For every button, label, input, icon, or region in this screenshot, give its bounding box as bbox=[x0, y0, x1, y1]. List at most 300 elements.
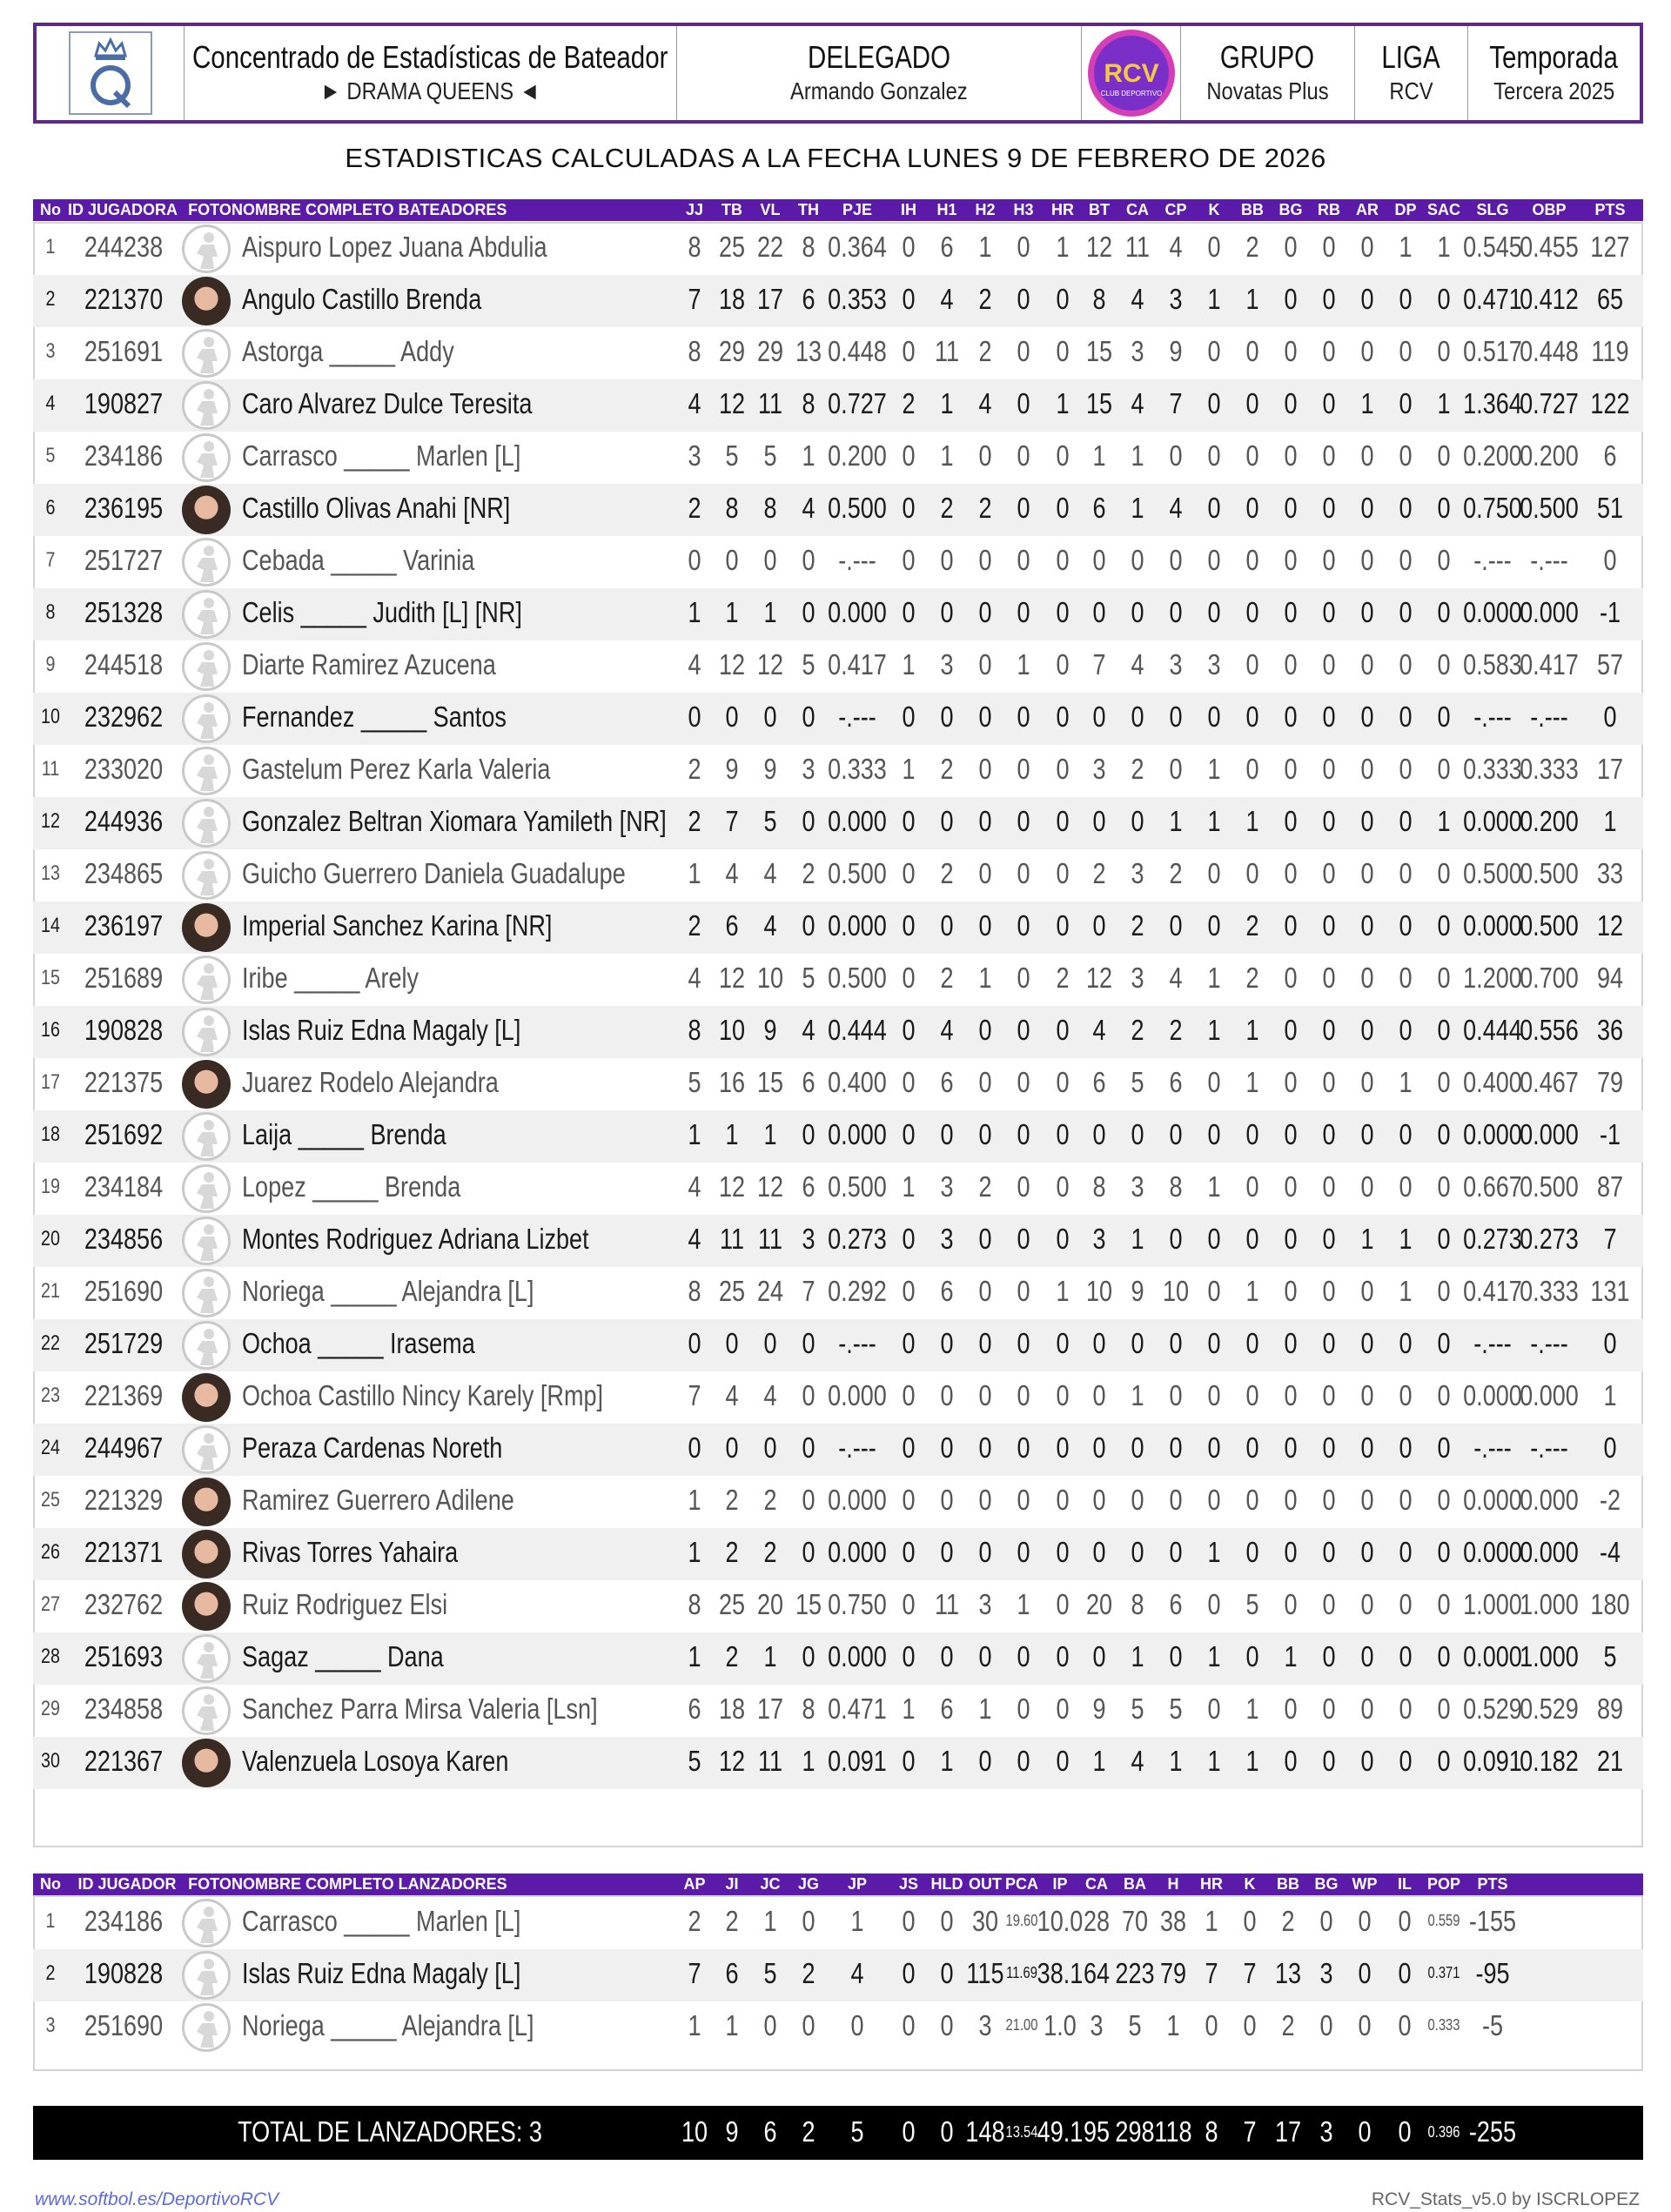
stat-cell: 0 bbox=[1358, 1957, 1372, 1989]
row-number: 26 bbox=[41, 1540, 60, 1564]
stat-cell: 0 bbox=[940, 544, 954, 576]
stat-cell: 2 bbox=[802, 857, 815, 889]
stat-cell: 5 bbox=[1131, 1066, 1144, 1098]
stat-cell: 4 bbox=[1131, 648, 1144, 680]
stat-cell: 12 bbox=[756, 648, 784, 680]
player-id: 251727 bbox=[84, 544, 164, 576]
stat-cell: 1 bbox=[1207, 805, 1221, 837]
silhouette-placeholder-icon bbox=[182, 1112, 231, 1161]
total-stat-cell: 17 bbox=[1274, 2115, 1302, 2148]
stat-cell: 0 bbox=[1017, 335, 1030, 367]
stat-cell: 11 bbox=[719, 1223, 745, 1255]
stat-cell: -5 bbox=[1481, 2009, 1504, 2041]
row-number: 4 bbox=[45, 392, 56, 415]
player-photo bbox=[182, 1373, 231, 1422]
temporada-value: Tercera 2025 bbox=[1493, 77, 1614, 104]
stat-cell: 0.455 bbox=[1520, 231, 1579, 263]
player-id: 244936 bbox=[84, 805, 164, 837]
stat-cell: 2 bbox=[978, 283, 992, 315]
stat-cell: 3 bbox=[940, 648, 954, 680]
stat-cell: 1 bbox=[688, 857, 701, 889]
stat-cell: -1 bbox=[1599, 596, 1621, 628]
stat-cell: 0.556 bbox=[1520, 1014, 1579, 1046]
stat-cell: 0 bbox=[1322, 1066, 1336, 1098]
player-id: 234186 bbox=[84, 1905, 164, 1937]
stat-cell: 127 bbox=[1590, 231, 1630, 263]
stat-cell: 0 bbox=[1131, 1327, 1144, 1359]
player-name: Cebada _____ Varinia bbox=[242, 544, 475, 576]
stat-cell: 1 bbox=[1207, 753, 1221, 785]
stat-cell: 0.500 bbox=[1520, 909, 1579, 942]
club-logo-cell bbox=[1082, 26, 1181, 120]
stat-cell: 0 bbox=[1169, 1640, 1183, 1672]
player-id: 251691 bbox=[84, 335, 164, 367]
stat-cell: 0 bbox=[725, 700, 739, 733]
batter-row bbox=[33, 1737, 1643, 1789]
stat-cell: 0 bbox=[1017, 1693, 1030, 1725]
stat-cell: 0 bbox=[1243, 1905, 1257, 1937]
stat-cell: 7 bbox=[802, 1275, 815, 1307]
stat-cell: 0 bbox=[1207, 387, 1221, 419]
stat-cell: 19.60 bbox=[1005, 1912, 1038, 1929]
stat-cell: 0.000 bbox=[1463, 596, 1522, 628]
stat-cell: 0.000 bbox=[1463, 805, 1522, 837]
stat-cell: 0 bbox=[802, 805, 815, 837]
stat-cell: 0 bbox=[1360, 1640, 1374, 1672]
stat-cell: 17 bbox=[756, 283, 784, 315]
stat-cell: 20 bbox=[1085, 1588, 1113, 1620]
stat-cell: 0 bbox=[902, 1379, 916, 1411]
stat-cell: 0 bbox=[1603, 1431, 1617, 1464]
stat-cell: 79 bbox=[1159, 1957, 1187, 1989]
stat-cell: 0.559 bbox=[1427, 1912, 1460, 1929]
stat-cell: 1 bbox=[688, 1118, 701, 1150]
player-name: Carrasco _____ Marlen [L] bbox=[242, 439, 521, 472]
stat-cell: 1 bbox=[1245, 283, 1259, 315]
stat-cell: 3 bbox=[1092, 1223, 1106, 1255]
stat-cell: 0 bbox=[1056, 700, 1070, 733]
stat-cell: 0.091 bbox=[828, 1745, 887, 1777]
row-number: 30 bbox=[41, 1749, 60, 1773]
stat-cell: -.--- bbox=[1473, 544, 1512, 576]
stat-cell: 0 bbox=[1437, 857, 1451, 889]
stat-cell: 0 bbox=[1207, 1693, 1221, 1725]
silhouette-placeholder-icon bbox=[182, 433, 231, 482]
stat-cell: 115 bbox=[966, 1957, 1004, 1989]
stat-cell: 0 bbox=[978, 753, 992, 785]
stat-cell: 0 bbox=[1056, 753, 1070, 785]
player-id: 234865 bbox=[84, 857, 164, 889]
stat-cell: 0 bbox=[902, 283, 916, 315]
stat-cell: 0.412 bbox=[1520, 283, 1579, 315]
stat-cell: 0 bbox=[1207, 1379, 1221, 1411]
stat-cell: 0.400 bbox=[1463, 1066, 1522, 1098]
stat-cell: -.--- bbox=[838, 1327, 876, 1359]
stat-cell: 0 bbox=[1017, 962, 1030, 994]
stat-cell: 18 bbox=[718, 1693, 746, 1725]
total-stat-cell: 10 bbox=[681, 2115, 708, 2148]
stat-cell: 1 bbox=[1207, 283, 1221, 315]
stat-cell: 12 bbox=[1085, 962, 1113, 994]
sheet-title: Concentrado de Estadísticas de Bateador bbox=[192, 39, 668, 76]
stat-cell: 0.000 bbox=[1463, 1118, 1522, 1150]
column-header: JJ bbox=[685, 201, 704, 218]
stat-cell: 0 bbox=[1056, 1431, 1070, 1464]
stat-cell: 11 bbox=[1124, 231, 1151, 263]
stat-cell: 2 bbox=[978, 1170, 992, 1203]
stat-cell: 131 bbox=[1590, 1275, 1630, 1307]
stat-cell: 0 bbox=[1207, 1066, 1221, 1098]
stat-cell: 0 bbox=[978, 1379, 992, 1411]
column-header: AR bbox=[1356, 201, 1379, 218]
stat-cell: 1 bbox=[1169, 1745, 1183, 1777]
stat-cell: 1 bbox=[1207, 1536, 1221, 1568]
stat-cell: 0.529 bbox=[1463, 1693, 1522, 1725]
stat-cell: 1 bbox=[688, 1484, 701, 1516]
player-id: 190827 bbox=[84, 387, 164, 419]
row-number: 25 bbox=[41, 1488, 60, 1512]
stat-cell: 0.500 bbox=[828, 492, 887, 524]
silhouette-placeholder-icon bbox=[182, 694, 231, 743]
stat-cell: 64 bbox=[1083, 1957, 1111, 1989]
row-number: 28 bbox=[41, 1645, 60, 1668]
stat-cell: 119 bbox=[1591, 335, 1629, 367]
stat-cell: 2 bbox=[725, 1905, 739, 1937]
batter-row bbox=[33, 1058, 1643, 1110]
stat-cell: 0.000 bbox=[1520, 1118, 1579, 1150]
stat-cell: 0 bbox=[1399, 387, 1413, 419]
stat-cell: 0 bbox=[902, 544, 916, 576]
column-header: BG bbox=[1314, 1875, 1339, 1893]
column-header: CP bbox=[1164, 201, 1187, 218]
stat-cell: 0 bbox=[1437, 1745, 1451, 1777]
stat-cell: 0 bbox=[802, 1118, 815, 1150]
stat-cell: 0 bbox=[1360, 1693, 1374, 1725]
stat-cell: 11 bbox=[934, 1588, 960, 1620]
stat-cell: 0 bbox=[1245, 857, 1259, 889]
stat-cell: 0 bbox=[1056, 1118, 1070, 1150]
delegado-name: Armando Gonzalez bbox=[790, 77, 968, 104]
stat-cell: 0 bbox=[1322, 1484, 1336, 1516]
stat-cell: 70 bbox=[1121, 1905, 1149, 1937]
column-header: WP bbox=[1352, 1875, 1378, 1893]
column-header: K bbox=[1208, 201, 1220, 218]
stat-cell: 0.333 bbox=[1463, 753, 1522, 785]
stat-cell: 1 bbox=[902, 648, 916, 680]
stat-cell: 0 bbox=[940, 2009, 954, 2041]
stat-cell: 0 bbox=[1358, 1905, 1372, 1937]
stat-cell: 0 bbox=[1169, 1431, 1183, 1464]
player-name: Imperial Sanchez Karina [NR] bbox=[242, 909, 553, 942]
stat-cell: 65 bbox=[1596, 283, 1624, 315]
stat-cell: 2 bbox=[688, 805, 701, 837]
grupo-cell bbox=[1181, 26, 1355, 120]
stat-cell: 2 bbox=[802, 1957, 815, 1989]
column-header: PCA bbox=[1004, 1875, 1039, 1893]
player-name: Astorga _____ Addy bbox=[242, 335, 454, 367]
svg-text:RCV: RCV bbox=[1103, 59, 1159, 88]
stat-cell: 2 bbox=[763, 1484, 777, 1516]
stat-cell: 0 bbox=[1360, 596, 1374, 628]
stat-cell: 0 bbox=[802, 1536, 815, 1568]
total-stat-cell: 6 bbox=[763, 2115, 777, 2148]
stat-cell: 15 bbox=[1085, 335, 1113, 367]
rcv-club-logo-icon bbox=[1086, 28, 1177, 118]
stat-cell: 7 bbox=[1092, 648, 1106, 680]
stat-cell: 0 bbox=[1017, 1431, 1030, 1464]
stat-cell: 0 bbox=[1360, 1118, 1374, 1150]
stat-cell: 0.545 bbox=[1463, 231, 1522, 263]
column-header: DP bbox=[1394, 201, 1417, 218]
stat-cell: 0 bbox=[1017, 544, 1030, 576]
stat-cell: 0 bbox=[1322, 1327, 1336, 1359]
batter-row bbox=[33, 797, 1643, 849]
stat-cell: 0.200 bbox=[1463, 439, 1522, 472]
column-header: OBP bbox=[1532, 201, 1567, 218]
stat-cell: 0 bbox=[1399, 439, 1413, 472]
batter-row bbox=[33, 1580, 1643, 1632]
stat-cell: 0 bbox=[1017, 909, 1030, 942]
batter-row bbox=[33, 849, 1643, 902]
stat-cell: 0 bbox=[1322, 909, 1336, 942]
stat-cell: 1 bbox=[688, 2009, 701, 2041]
stat-cell: 0 bbox=[1056, 909, 1070, 942]
stat-cell: 21.00 bbox=[1005, 2016, 1038, 2034]
stat-cell: 1 bbox=[902, 1693, 916, 1725]
column-header: No bbox=[40, 1875, 61, 1893]
player-name: Celis _____ Judith [L] [NR] bbox=[242, 596, 522, 628]
stat-cell: 1 bbox=[940, 387, 954, 419]
stat-cell: 0 bbox=[1245, 492, 1259, 524]
stat-cell: 0 bbox=[1360, 1066, 1374, 1098]
stat-cell: 1.0 bbox=[1044, 2009, 1077, 2041]
silhouette-placeholder-icon bbox=[182, 1269, 231, 1317]
stat-cell: 0 bbox=[1056, 1379, 1070, 1411]
stat-cell: 0 bbox=[1017, 231, 1030, 263]
stat-cell: 1.200 bbox=[1463, 962, 1522, 994]
stat-cell: 1 bbox=[1131, 1223, 1144, 1255]
stat-cell: 0.273 bbox=[1520, 1223, 1579, 1255]
stat-cell: 1 bbox=[940, 439, 954, 472]
column-header: NOMBRE COMPLETO BATEADORES bbox=[232, 201, 507, 218]
player-name: Juarez Rodelo Alejandra bbox=[242, 1066, 499, 1098]
stat-cell: 18 bbox=[718, 283, 746, 315]
stat-cell: 0 bbox=[1360, 1536, 1374, 1568]
stat-cell: 0 bbox=[763, 1327, 777, 1359]
stat-cell: 0 bbox=[1092, 1431, 1106, 1464]
total-stat-cell: 0.396 bbox=[1427, 2123, 1460, 2141]
stat-cell: 0 bbox=[1017, 439, 1030, 472]
stat-cell: 0 bbox=[1207, 544, 1221, 576]
stat-cell: 0 bbox=[1092, 1379, 1106, 1411]
stat-cell: 0 bbox=[1017, 700, 1030, 733]
stat-cell: 2 bbox=[688, 1905, 701, 1937]
stat-cell: 6 bbox=[688, 1693, 701, 1725]
stat-cell: 1 bbox=[1207, 1170, 1221, 1203]
stat-cell: 0.750 bbox=[1463, 492, 1522, 524]
stat-cell: 0.529 bbox=[1520, 1693, 1579, 1725]
stat-cell: 0.182 bbox=[1520, 1745, 1579, 1777]
stat-cell: 0 bbox=[1245, 1118, 1259, 1150]
stat-cell: 4 bbox=[1131, 387, 1144, 419]
stat-cell: 0 bbox=[1360, 909, 1374, 942]
stat-cell: 1 bbox=[1437, 805, 1451, 837]
stat-cell: 87 bbox=[1596, 1170, 1624, 1203]
pitchers-total-row bbox=[33, 2106, 1643, 2160]
stat-cell: 0 bbox=[902, 1014, 916, 1046]
stat-cell: 1 bbox=[1017, 1588, 1030, 1620]
stat-cell: 0 bbox=[1322, 544, 1336, 576]
stat-cell: 4 bbox=[1131, 1745, 1144, 1777]
stat-cell: 1 bbox=[902, 1170, 916, 1203]
stat-cell: 0 bbox=[1437, 1275, 1451, 1307]
silhouette-placeholder-icon bbox=[182, 642, 231, 691]
column-header: BB bbox=[1277, 1875, 1299, 1893]
stat-cell: 1 bbox=[1245, 1014, 1259, 1046]
row-number: 6 bbox=[45, 496, 56, 519]
stat-cell: 0 bbox=[1437, 1118, 1451, 1150]
player-name: Angulo Castillo Brenda bbox=[242, 283, 482, 315]
row-number: 15 bbox=[41, 966, 60, 989]
stat-cell: 79 bbox=[1596, 1066, 1624, 1098]
stat-cell: 0 bbox=[1284, 1536, 1298, 1568]
stat-cell: 0 bbox=[1322, 387, 1336, 419]
player-name: Diarte Ramirez Azucena bbox=[242, 648, 496, 680]
stat-cell: 0 bbox=[1322, 1536, 1336, 1568]
stat-cell: 0 bbox=[1169, 1327, 1183, 1359]
stat-cell: 0 bbox=[1207, 1275, 1221, 1307]
silhouette-placeholder-icon bbox=[182, 538, 231, 587]
column-header: CA bbox=[1126, 201, 1149, 218]
stat-cell: 9 bbox=[1169, 335, 1183, 367]
total-stat-cell: 3 bbox=[1319, 2115, 1333, 2148]
total-stat-cell: 49.1 bbox=[1037, 2115, 1084, 2148]
stat-cell: 0 bbox=[1056, 805, 1070, 837]
stat-cell: -.--- bbox=[1530, 700, 1568, 733]
stat-cell: 15 bbox=[1085, 387, 1113, 419]
stat-cell: 0 bbox=[1245, 648, 1259, 680]
stat-cell: 2 bbox=[978, 335, 992, 367]
stat-cell: 0 bbox=[978, 1275, 992, 1307]
stat-cell: 29 bbox=[756, 335, 784, 367]
total-label: TOTAL DE LANZADORES: 3 bbox=[238, 2115, 542, 2148]
stat-cell: 12 bbox=[718, 648, 746, 680]
stat-cell: 1 bbox=[802, 439, 815, 472]
stat-cell: 0 bbox=[1360, 1170, 1374, 1203]
stat-cell: 1 bbox=[902, 753, 916, 785]
total-stat-cell: 0 bbox=[1398, 2115, 1412, 2148]
stat-cell: 11 bbox=[757, 1745, 783, 1777]
column-header: FOTO bbox=[188, 201, 232, 218]
column-header: POP bbox=[1426, 1875, 1461, 1893]
stat-cell: 0 bbox=[1399, 492, 1413, 524]
row-number: 8 bbox=[45, 600, 56, 624]
row-number: 18 bbox=[41, 1123, 60, 1146]
player-id: 236197 bbox=[84, 909, 164, 942]
stat-cell: 0 bbox=[802, 544, 815, 576]
stat-cell: 0.500 bbox=[828, 962, 887, 994]
player-photo bbox=[182, 1478, 231, 1526]
stat-cell: 0 bbox=[1437, 1327, 1451, 1359]
stat-cell: 0.000 bbox=[1520, 596, 1579, 628]
player-id: 221369 bbox=[84, 1379, 164, 1411]
stat-cell: 0 bbox=[1284, 805, 1298, 837]
stat-cell: 0 bbox=[1056, 1693, 1070, 1725]
stat-cell: 3 bbox=[978, 1588, 992, 1620]
stat-cell: 2 bbox=[1281, 2009, 1295, 2041]
stat-cell: 0 bbox=[802, 596, 815, 628]
stat-cell: 4 bbox=[1169, 492, 1183, 524]
stat-cell: 1 bbox=[763, 596, 777, 628]
stat-cell: 0.000 bbox=[828, 1484, 887, 1516]
stat-cell: 0 bbox=[1092, 1327, 1106, 1359]
stat-cell: 0 bbox=[1284, 1745, 1298, 1777]
stat-cell: 0 bbox=[1169, 439, 1183, 472]
stat-cell: 0 bbox=[902, 805, 916, 837]
stat-cell: 12 bbox=[718, 1170, 746, 1203]
stat-cell: 0 bbox=[902, 596, 916, 628]
column-header: CA bbox=[1085, 1875, 1108, 1893]
stat-cell: 0 bbox=[1056, 1588, 1070, 1620]
batter-row bbox=[33, 223, 1643, 275]
stat-cell: 1 bbox=[1245, 805, 1259, 837]
column-header: SLG bbox=[1476, 201, 1509, 218]
stat-cell: 0 bbox=[1245, 1327, 1259, 1359]
stat-cell: 4 bbox=[688, 1223, 701, 1255]
row-number: 23 bbox=[41, 1384, 60, 1407]
stat-cell: 0 bbox=[1284, 596, 1298, 628]
stat-cell: 0 bbox=[940, 700, 954, 733]
stat-cell: 0 bbox=[1169, 1379, 1183, 1411]
website-link[interactable]: www.softbol.es/DeportivoRCV bbox=[35, 2189, 279, 2209]
stat-cell: 0 bbox=[1207, 1588, 1221, 1620]
stat-cell: 0 bbox=[1360, 492, 1374, 524]
stat-cell: 0 bbox=[725, 1431, 739, 1464]
player-name: Sanchez Parra Mirsa Valeria [Lsn] bbox=[242, 1693, 598, 1725]
stat-cell: 6 bbox=[1169, 1066, 1183, 1098]
stat-cell: 0.417 bbox=[828, 648, 887, 680]
stat-cell: 5 bbox=[763, 1957, 777, 1989]
column-header: AP bbox=[683, 1875, 706, 1893]
stat-cell: 1 bbox=[1603, 805, 1617, 837]
stat-cell: 0 bbox=[1322, 857, 1336, 889]
stat-cell: 0 bbox=[1437, 1223, 1451, 1255]
stat-cell: 1.000 bbox=[1520, 1588, 1579, 1620]
stat-cell: 0.273 bbox=[828, 1223, 887, 1255]
stat-cell: 0 bbox=[1056, 492, 1070, 524]
stat-cell: 0 bbox=[1437, 962, 1451, 994]
stat-cell: 0 bbox=[1092, 700, 1106, 733]
stat-cell: 4 bbox=[1169, 231, 1183, 263]
stat-cell: 8 bbox=[1131, 1588, 1144, 1620]
stat-cell: 0 bbox=[1322, 1223, 1336, 1255]
stat-cell: 2 bbox=[1281, 1905, 1295, 1937]
player-id: 233020 bbox=[84, 753, 164, 785]
stat-cell: 6 bbox=[802, 1066, 815, 1098]
player-name: Islas Ruiz Edna Magaly [L] bbox=[242, 1957, 521, 1989]
stat-cell: 1 bbox=[688, 1640, 701, 1672]
player-id: 251692 bbox=[84, 1118, 164, 1150]
stat-cell: 8 bbox=[1092, 1170, 1106, 1203]
stat-cell: 4 bbox=[688, 387, 701, 419]
stat-cell: 0 bbox=[1245, 1431, 1259, 1464]
stat-cell: 0 bbox=[902, 439, 916, 472]
column-header: PJE bbox=[842, 201, 873, 218]
stat-cell: 0 bbox=[1056, 596, 1070, 628]
stat-cell: 38 bbox=[1159, 1905, 1187, 1937]
stat-cell: 2 bbox=[940, 753, 954, 785]
batter-row bbox=[33, 1163, 1643, 1215]
